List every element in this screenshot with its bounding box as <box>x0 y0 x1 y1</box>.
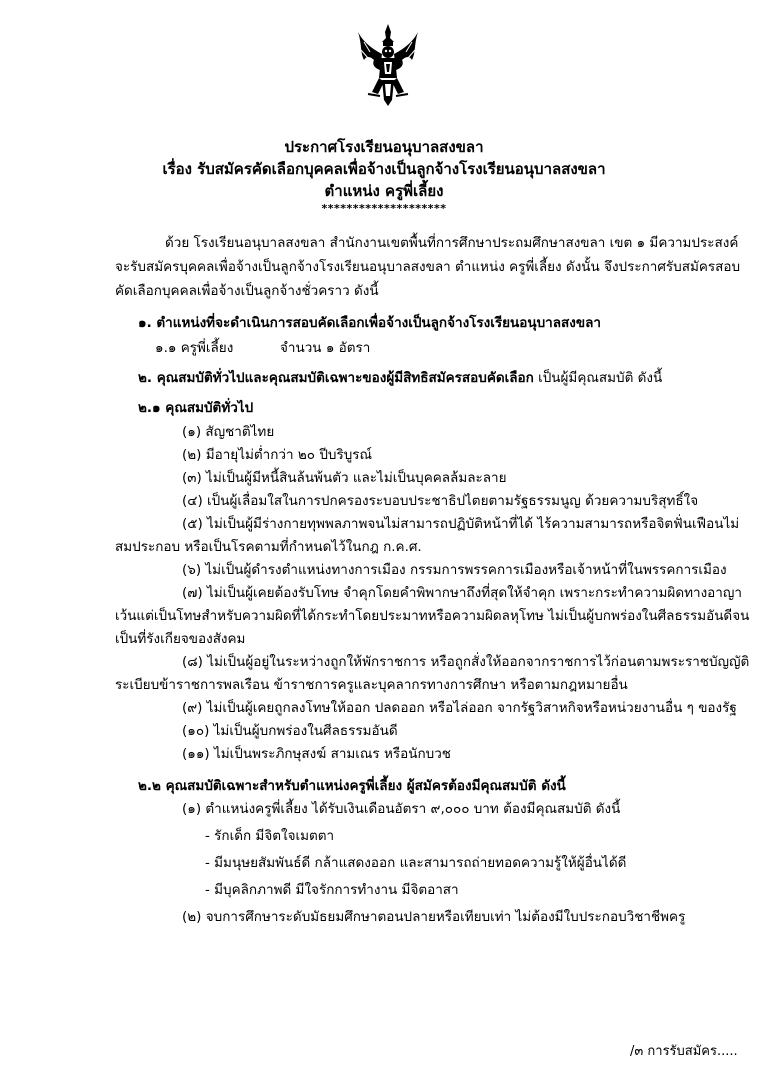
specific-bullet: - รักเด็ก มีจิตใจเมตตา <box>205 828 335 844</box>
general-qualification: (๗) ไม่เป็นผู้เคยต้องรับโทษ จำคุกโดยคำพิพากษาถึงที่สุดให้จำคุก เพราะกระทำความผิดทางอาญา <box>182 585 742 601</box>
announcement-title: ประกาศโรงเรียนอนุบาลสงขลา <box>284 138 484 156</box>
section-1-heading: ๑. ตำแหน่งที่จะดำเนินการสอบคัดเลือกเพื่อจ้างเป็นลูกจ้างโรงเรียนอนุบาลสงขลา <box>138 315 601 331</box>
specific-qualification: (๑) ตำแหน่งครูพี่เลี้ยง ได้รับเงินเดือนอัตรา ๙,๐๐๐ บาท ต้องมีคุณสมบัติ ดังนี้ <box>182 801 621 817</box>
general-qualification-continued: ระเบียบข้าราชการพลเรือน ข้าราชการครูและบุคลากรทางการศึกษา หรือตามกฎหมายอื่น <box>115 677 628 693</box>
specific-qualification: (๒) จบการศึกษาระดับมัธยมศึกษาตอนปลายหรือเทียบเท่า ไม่ต้องมีใบประกอบวิชาชีพครู <box>182 909 686 925</box>
intro-line-3: คัดเลือกบุคคลเพื่อจ้างเป็นลูกจ้างชั่วคราว ดังนี้ <box>115 283 379 299</box>
general-qualification: (๕) ไม่เป็นผู้มีร่างกายทุพพลภาพจนไม่สามารถปฏิบัติหน้าที่ได้ ไร้ความสามารถหรือจิตฟั่นเฟือนไม่ <box>182 516 740 532</box>
general-qualification: (๑๐) ไม่เป็นผู้บกพร่องในศีลธรรมอันดี <box>182 723 398 739</box>
section-1-count: จำนวน ๑ อัตรา <box>280 340 371 356</box>
specific-bullet: - มีบุคลิกภาพดี มีใจรักการทำงาน มีจิตอาสา <box>205 882 459 898</box>
separator-stars: ******************** <box>321 202 447 215</box>
general-qualification: (๑) สัญชาติไทย <box>182 424 275 440</box>
section-2-heading-rest: เป็นผู้มีคุณสมบัติ ดังนี้ <box>538 370 663 386</box>
general-qualification: (๖) ไม่เป็นผู้ดำรงตำแหน่งทางการเมือง กรรมการพรรคการเมืองหรือเจ้าหน้าที่ในพรรคการเมือง <box>182 562 727 578</box>
general-qualification-continued: เว้นแต่เป็นโทษสำหรับความผิดที่ได้กระทำโดยประมาทหรือความผิดลหุโทษ ไม่เป็นผู้บกพร่องในศีลธรรมอันดีจน <box>115 608 750 624</box>
general-qualification-continued: สมประกอบ หรือเป็นโรคตามที่กำหนดไว้ในกฎ ก.ค.ศ. <box>115 539 422 555</box>
section-2-1-heading: ๒.๑ คุณสมบัติทั่วไป <box>138 400 254 416</box>
next-page-indicator: /๓ การรับสมัคร..... <box>630 1044 738 1059</box>
general-qualification: (๙) ไม่เป็นผู้เคยถูกลงโทษให้ออก ปลดออก หรือไล่ออก จากรัฐวิสาหกิจหรือหน่วยงานอื่น ๆ ของรัฐ <box>182 700 737 716</box>
specific-bullet: - มีมนุษยสัมพันธ์ดี กล้าแสดงออก และสามารถถ่ายทอดความรู้ให้ผู้อื่นได้ดี <box>205 855 627 871</box>
general-qualification-continued: เป็นที่รังเกียจของสังคม <box>115 631 246 647</box>
section-1-item: ๑.๑ ครูพี่เลี้ยง <box>155 340 234 356</box>
announcement-position: ตำแหน่ง ครูพี่เลี้ยง <box>324 182 444 200</box>
general-qualification: (๔) เป็นผู้เลื่อมใสในการปกครองระบอบประชาธิปไตยตามรัฐธรรมนูญ ด้วยความบริสุทธิ์ใจ <box>182 493 699 509</box>
intro-line-1: ด้วย โรงเรียนอนุบาลสงขลา สำนักงานเขตพื้นที่การศึกษาประถมศึกษาสงขลา เขต ๑ มีความประสงค์ <box>165 235 739 251</box>
intro-line-2: จะรับสมัครบุคคลเพื่อจ้างเป็นลูกจ้างโรงเรียนอนุบาลสงขลา ตำแหน่ง ครูพี่เลี้ยง ดังนั้น จึงประกาศรับสมัครสอบ <box>115 259 741 275</box>
general-qualification: (๒) มีอายุไม่ต่ำกว่า ๒๐ ปีบริบูรณ์ <box>182 447 373 463</box>
general-qualification: (๓) ไม่เป็นผู้มีหนี้สินล้นพ้นตัว และไม่เป็นบุคคลล้มละลาย <box>182 470 507 486</box>
section-2-2-heading: ๒.๒ คุณสมบัติเฉพาะสำหรับตำแหน่งครูพี่เลี้ยง ผู้สมัครต้องมีคุณสมบัติ ดังนี้ <box>138 778 566 794</box>
general-qualification: (๑๑) ไม่เป็นพระภิกษุสงฆ์ สามเณร หรือนักบวช <box>182 746 451 762</box>
announcement-header <box>0 136 768 216</box>
general-qualification: (๘) ไม่เป็นผู้อยู่ในระหว่างถูกให้พักราชการ หรือถูกสั่งให้ออกจากราชการไว้ก่อนตามพระราชบัญญัติ <box>182 654 750 670</box>
section-2-heading-bold: ๒. คุณสมบัติทั่วไปและคุณสมบัติเฉพาะของผู้มีสิทธิสมัครสอบคัดเลือก <box>138 370 534 386</box>
announcement-subject: เรื่อง รับสมัครคัดเลือกบุคคลเพื่อจ้างเป็นลูกจ้างโรงเรียนอนุบาลสงขลา <box>162 160 606 178</box>
section-2-heading <box>138 368 662 388</box>
garuda-emblem-icon <box>356 22 420 108</box>
